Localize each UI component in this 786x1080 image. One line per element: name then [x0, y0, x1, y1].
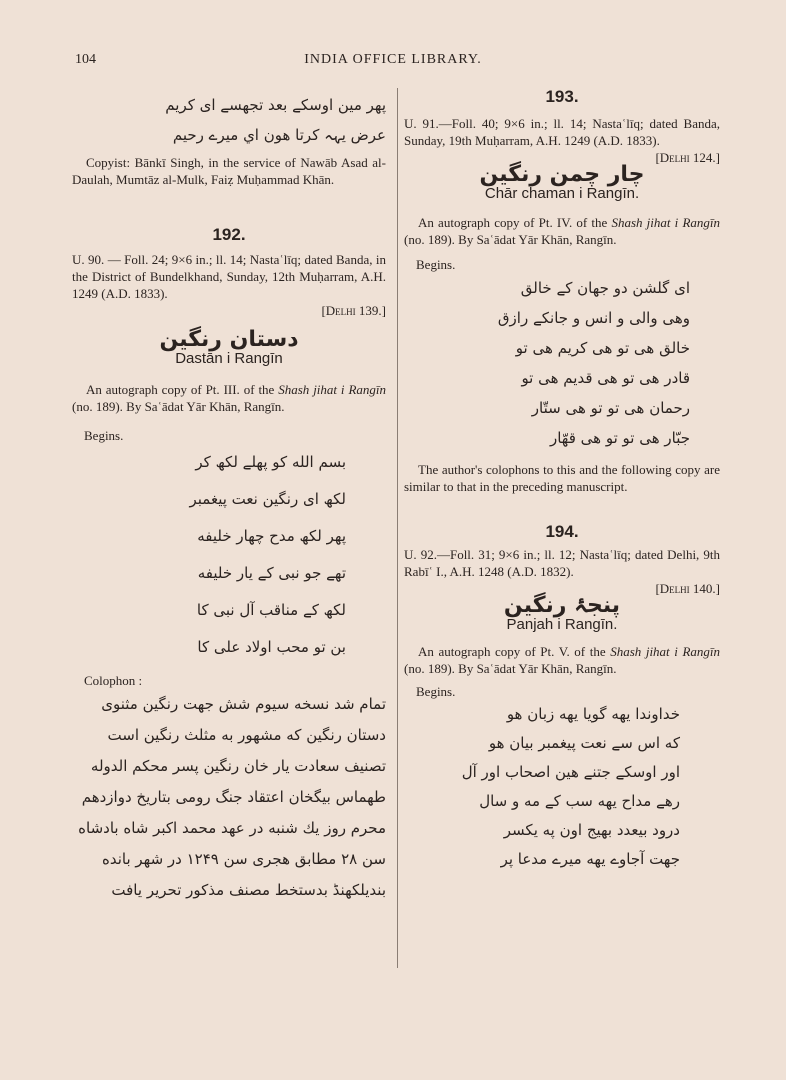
right-column	[404, 88, 720, 874]
title-urdu: پنجۂ رنگین	[503, 593, 621, 618]
verse-line: رحمان هی تو تو هی ستّار	[531, 399, 690, 417]
begins-label: Begins.	[84, 428, 124, 443]
verse-line: اور اوسکے جتنے هین اصحاب اور آل	[461, 763, 680, 781]
begins-label: Begins.	[416, 684, 456, 699]
verse-line: تھے جو نبی کے یار خلیفه	[197, 564, 346, 582]
colophon-line: تمام شد نسخه سیوم شش جهت رنگین مثنوی	[101, 695, 386, 713]
work-title: Shash jihat i Rangīn	[610, 644, 721, 659]
verse-line: جبّار هی تو تو هی قهّار	[549, 429, 690, 447]
entry-reference: [Delhi 124.]	[655, 150, 720, 165]
verse-line: خداوندا یهه گویا یهه زبان هو	[506, 705, 680, 723]
entry-description: U. 92.—Foll. 31; 9×6 in.; ll. 12; Nastaʿlīq; dated Delhi, 9th Rabīʿ I., A.H. 1248 (A.D. 1832).	[404, 547, 720, 579]
entry-body-text: An autograph copy of Pt. V. of the	[418, 644, 611, 659]
begins-verses	[404, 273, 720, 453]
begins-label: Begins.	[416, 257, 456, 272]
verse-line: بسم الله کو پهلے لکھ کر	[195, 453, 346, 471]
entry-body-text: An autograph copy of Pt. IV. of the	[418, 215, 612, 230]
entry-body-text: An autograph copy of Pt. III. of the	[86, 382, 279, 397]
title-latin: Chār chaman i Rangīn.	[484, 185, 640, 202]
entry-body-text: (no. 189). By Saʿādat Yār Khān, Rangīn.	[404, 232, 617, 247]
column-divider	[397, 88, 398, 968]
verse-line: وهی والی و انس و جانکے رازق	[497, 309, 690, 327]
entry-body	[72, 381, 386, 415]
title-latin: Panjah i Rangīn.	[506, 616, 618, 633]
work-title: Shash jihat i Rangīn	[278, 382, 386, 397]
entry-body	[404, 643, 720, 677]
verse-line: پھر مین اوسکے بعد تجھسے ای کریم	[165, 96, 386, 114]
title-urdu: دستان رنگین	[159, 327, 299, 352]
begins-verses	[72, 444, 386, 666]
work-title: Shash jihat i Rangīn	[611, 215, 721, 230]
colophon-line: دستان رنگین که مشهور به مثلث رنگین است	[107, 726, 386, 744]
colophon-note: The author's colophons to this and the following copy are similar to that in the preceding manuscript.	[404, 462, 720, 494]
left-column	[72, 88, 386, 906]
colophon-line: طهماس بیگخان اعتقاد جنگ رومی بتاریخ دوازدهم	[81, 788, 386, 806]
verse-line: قادر هی تو هی قدیم هی تو	[521, 369, 690, 387]
page-number: 104	[75, 52, 96, 67]
entry-number: 194.	[545, 522, 579, 541]
verse-line: لکھ کے مناقب آل نبی کا	[196, 601, 346, 619]
entry-reference: [Delhi 139.]	[321, 303, 386, 318]
colophon-text	[72, 689, 386, 906]
verse-line: بن تو محب اولاد علی کا	[197, 638, 346, 656]
begins-verses	[404, 700, 720, 874]
verse-line: لکھ ای رنگین نعت پیغمبر	[189, 490, 346, 508]
entry-number: 193.	[545, 87, 579, 106]
verse-line: پهر لکھ مدح چهار خلیفه	[197, 527, 346, 545]
entry-body-text: (no. 189). By Saʿādat Yār Khān, Rangīn.	[72, 399, 285, 414]
colophon-label: Colophon :	[84, 673, 143, 688]
entry-reference: [Delhi 140.]	[655, 581, 720, 596]
entry-body	[404, 214, 720, 248]
verse-line: ای گلشن دو جهان کے خالق	[520, 279, 690, 297]
title-urdu: چار چمن رنگین	[479, 162, 645, 187]
verse-line: خالق هی تو هی کریم هی تو	[515, 339, 690, 357]
entry-description: U. 90. — Foll. 24; 9×6 in.; ll. 14; Nastaʿlīq; dated Banda, in the District of Bundelkhand, Sunday, 12th Muḥarram, A.H. 1249 (A.D. 1833).	[72, 252, 386, 301]
intro-urdu-verses	[72, 90, 386, 150]
colophon-line: تصنیف سعادت یار خان رنگین پسر محکم الدوله	[90, 757, 386, 775]
colophon-line: سن ۲۸ مطابق هجری سن ۱۲۴۹ در شهر بانده	[101, 850, 386, 868]
colophon-line: محرم روز یك شنبه در عهد محمد اکبر شاه بادشاه	[78, 819, 386, 837]
title-latin: Dastān i Rangīn	[175, 350, 283, 367]
verse-line: درود بیعدد بهیج اون په یکسر	[503, 821, 680, 839]
verse-line: عرض یہہ کرتا هون اي میرے رحیم	[172, 126, 386, 144]
entry-body-text: (no. 189). By Saʿādat Yār Khān, Rangīn.	[404, 661, 617, 676]
verse-line: رهے مداح یهه سب کے مه و سال	[479, 792, 680, 810]
copyist-note: Copyist: Bānkī Singh, in the service of Nawāb Asad al-Daulah, Mumtāz al-Mulk, Faiẓ Muḥammad Khān.	[72, 155, 386, 187]
verse-line: جهت آجاوے یهه میرے مدعا پر	[500, 850, 680, 868]
running-head: INDIA OFFICE LIBRARY.	[304, 52, 482, 67]
colophon-line: بندیلکهنڈ بدستخط مصنف مذکور تحریر یافت	[111, 881, 386, 899]
entry-number: 192.	[212, 225, 246, 244]
verse-line: که اس سے نعت پیغمبر بیان هو	[488, 734, 680, 752]
entry-description: U. 91.—Foll. 40; 9×6 in.; ll. 14; Nastaʿlīq; dated Banda, Sunday, 19th Muḥarram, A.H. 1249 (A.D. 1833).	[404, 116, 720, 148]
